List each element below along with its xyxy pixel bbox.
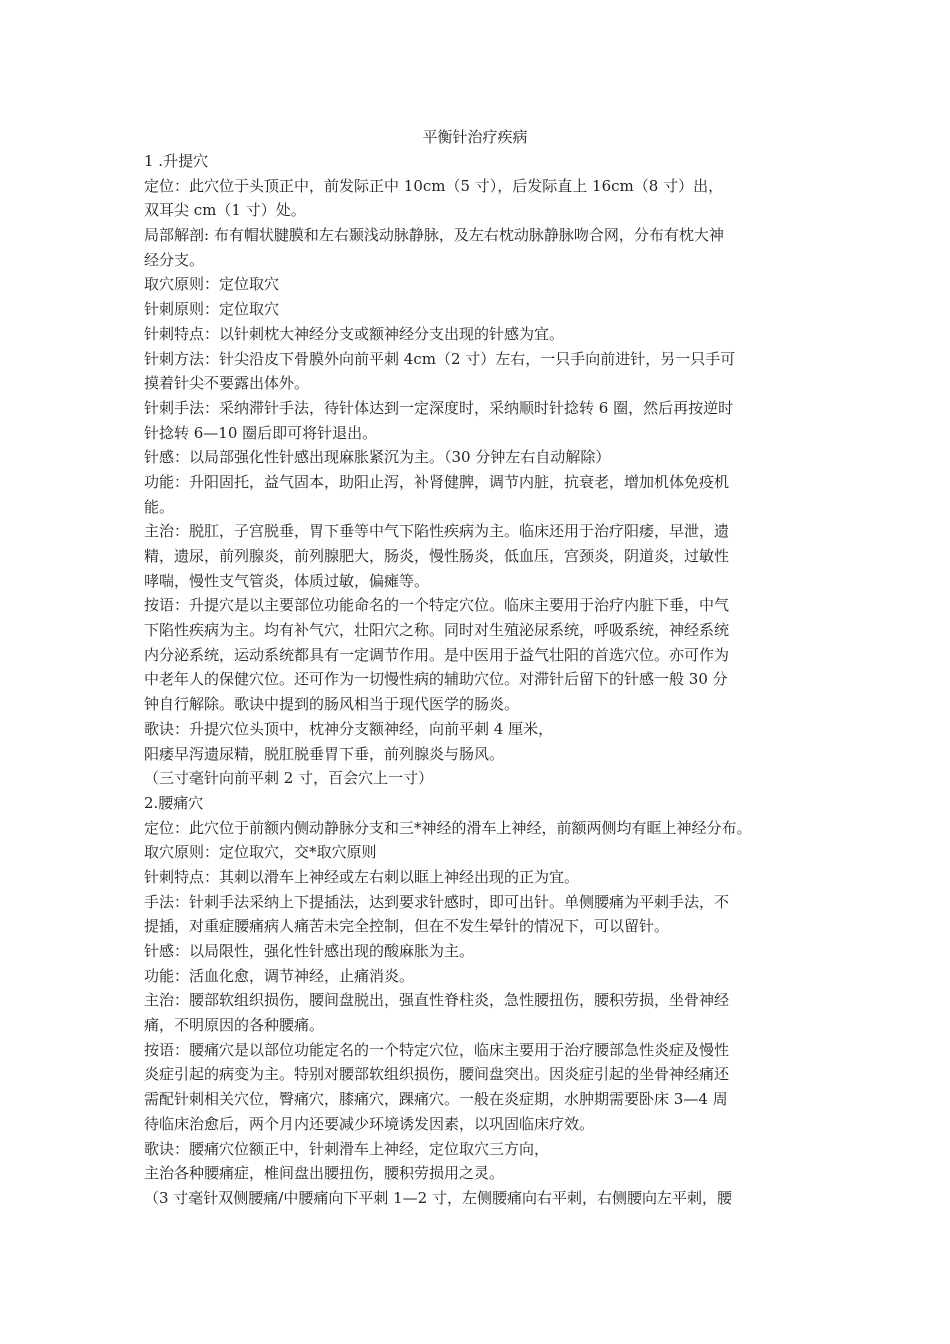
text-line: 下陷性疾病为主。均有补气穴，壮阳穴之称。同时对生殖泌尿系统，呼吸系统，神经系统 — [144, 621, 730, 640]
text-line: 1 .升提穴 — [144, 152, 209, 170]
paragraph — [144, 322, 824, 347]
paragraph — [144, 1186, 824, 1211]
text-line: 针刺原则：定位取穴 — [144, 300, 280, 319]
text-line: 功能：活血化愈，调节神经，止痛消炎。 — [144, 966, 415, 985]
text-line: 针刺特点：以针刺枕大神经分支或额神经分支出现的针感为宜。 — [144, 324, 565, 343]
paragraph — [144, 223, 824, 272]
paragraph — [144, 840, 824, 865]
paragraph — [144, 1137, 824, 1162]
text-line: 摸着针尖不要露出体外。 — [144, 374, 310, 393]
text-line: 双耳尖 cm（1 寸）处。 — [144, 201, 306, 220]
paragraph — [144, 988, 824, 1037]
text-line: 需配针刺相关穴位，臀痛穴，膝痛穴，踝痛穴。一般在炎症期，水肿期需要卧床 3—4 周 — [144, 1090, 728, 1109]
text-line: 歌诀：升提穴位头顶中，枕神分支额神经，向前平刺 4 厘米， — [144, 719, 554, 738]
text-line: 精，遗尿，前列腺炎，前列腺肥大，肠炎，慢性肠炎，低血压，宫颈炎，阴道炎，过敏性 — [144, 547, 730, 565]
text-line: 中老年人的保健穴位。还可作为一切慢性病的辅助穴位。对滞针后留下的针感一般 30 分 — [144, 670, 728, 689]
text-line: 针感：以局部强化性针感出现麻胀紧沉为主。（30 分钟左右自动解除） — [144, 448, 611, 467]
text-line: 针刺手法：采纳滞针手法，待针体达到一定深度时，采纳顺时针捻转 6 圈，然后再按逆时 — [144, 398, 734, 417]
paragraph — [144, 396, 824, 445]
text-line: 取穴原则：定位取穴 — [144, 275, 280, 294]
paragraph — [144, 1038, 824, 1137]
text-line: 歌诀：腰痛穴位额正中，针刺滑车上神经，定位取穴三方向， — [144, 1139, 550, 1158]
text-line: 针捻转 6—10 圈后即可将针退出。 — [144, 423, 378, 442]
paragraph — [144, 939, 824, 964]
paragraph — [144, 865, 824, 890]
text-line: 按语：腰痛穴是以部位功能定名的一个特定穴位，临床主要用于治疗腰部急性炎症及慢性 — [144, 1040, 730, 1059]
text-line: 针刺方法：针尖沿皮下骨膜外向前平刺 4cm（2 寸）左右，一只手向前进针，另一只手可 — [144, 349, 736, 368]
text-line: 针感：以局限性，强化性针感出现的酸麻胀为主。 — [144, 942, 475, 960]
text-line: 取穴原则：定位取穴，交*取穴原则 — [144, 843, 377, 862]
paragraph — [144, 742, 824, 767]
text-line: 主治：脱肛，子宫脱垂，胃下垂等中气下陷性疾病为主。临床还用于治疗阳痿，早泄，遗 — [144, 522, 730, 541]
text-line: 经分支。 — [144, 250, 205, 269]
text-line: （三寸毫针向前平刺 2 寸，百会穴上一寸） — [144, 769, 434, 788]
paragraph — [144, 766, 824, 791]
text-line: 内分泌系统，运动系统都具有一定调节作用。是中医用于益气壮阳的首选穴位。亦可作为 — [144, 645, 730, 664]
paragraph — [144, 174, 824, 223]
paragraph — [144, 791, 824, 816]
text-line: 能。 — [144, 497, 175, 516]
paragraph — [144, 816, 824, 841]
paragraph — [144, 717, 824, 742]
paragraph — [144, 347, 824, 396]
text-line: 痛，不明原因的各种腰痛。 — [144, 1016, 325, 1035]
paragraph — [144, 149, 824, 174]
text-line: 待临床治愈后，两个月内还要减少环境诱发因素，以巩固临床疗效。 — [144, 1114, 595, 1133]
text-line: 炎症引起的病变为主。特别对腰部软组织损伤，腰间盘突出。因炎症引起的坐骨神经痛还 — [144, 1065, 730, 1084]
paragraph — [144, 445, 824, 470]
text-line: 阳痿早泻遗尿精，脱肛脱垂胃下垂，前列腺炎与肠风。 — [144, 744, 505, 763]
text-line: 提插，对重症腰痛病人痛苦未完全控制，但在不发生晕针的情况下，可以留针。 — [144, 917, 670, 936]
text-line: 按语：升提穴是以主要部位功能命名的一个特定穴位。临床主要用于治疗内脏下垂，中气 — [144, 596, 730, 615]
text-line: 手法：针刺手法采纳上下提插法，达到要求针感时，即可出针。单侧腰痛为平刺手法，不 — [144, 892, 730, 911]
paragraph — [144, 470, 824, 519]
text-line: 局部解剖: 布有帽状腱膜和左右颞浅动脉静脉，及左右枕动脉静脉吻合网，分布有枕大神 — [144, 226, 724, 245]
text-line: 定位：此穴位于头顶正中，前发际正中 10cm（5 寸），后发际直上 16cm（8 寸）出， — [144, 176, 724, 195]
paragraph — [144, 297, 824, 322]
text-line: 功能：升阳固托，益气固本，助阳止泻，补肾健脾，调节内脏，抗衰老，增加机体免疫机 — [144, 472, 730, 491]
paragraph — [144, 964, 824, 989]
text-line: 针刺特点：其刺以滑车上神经或左右刺以眶上神经出现的正为宜。 — [144, 867, 580, 886]
paragraph — [144, 593, 824, 716]
text-line: 定位：此穴位于前额内侧动静脉分支和三*神经的滑车上神经，前额两侧均有眶上神经分布。 — [144, 818, 752, 837]
text-line: （3 寸毫针双侧腰痛/中腰痛向下平刺 1—2 寸，左侧腰痛向右平刺，右侧腰向左平刺，腰 — [144, 1188, 732, 1207]
text-line: 哮喘，慢性支气管炎，体质过敏，偏瘫等。 — [144, 571, 430, 590]
text-line: 主治：腰部软组织损伤，腰间盘脱出，强直性脊柱炎，急性腰扭伤，腰积劳损，坐骨神经 — [144, 991, 730, 1010]
paragraph — [144, 890, 824, 939]
text-line: 2.腰痛穴 — [144, 793, 204, 812]
paragraph — [144, 519, 824, 593]
document-title: 平衡针治疗疾病 — [422, 128, 528, 146]
paragraph — [144, 272, 824, 297]
text-line: 主治各种腰痛症，椎间盘出腰扭伤，腰积劳损用之灵。 — [144, 1164, 505, 1183]
paragraph — [144, 1161, 824, 1186]
text-line: 钟自行解除。歌诀中提到的肠风相当于现代医学的肠炎。 — [144, 695, 520, 714]
document-body — [144, 149, 824, 1211]
